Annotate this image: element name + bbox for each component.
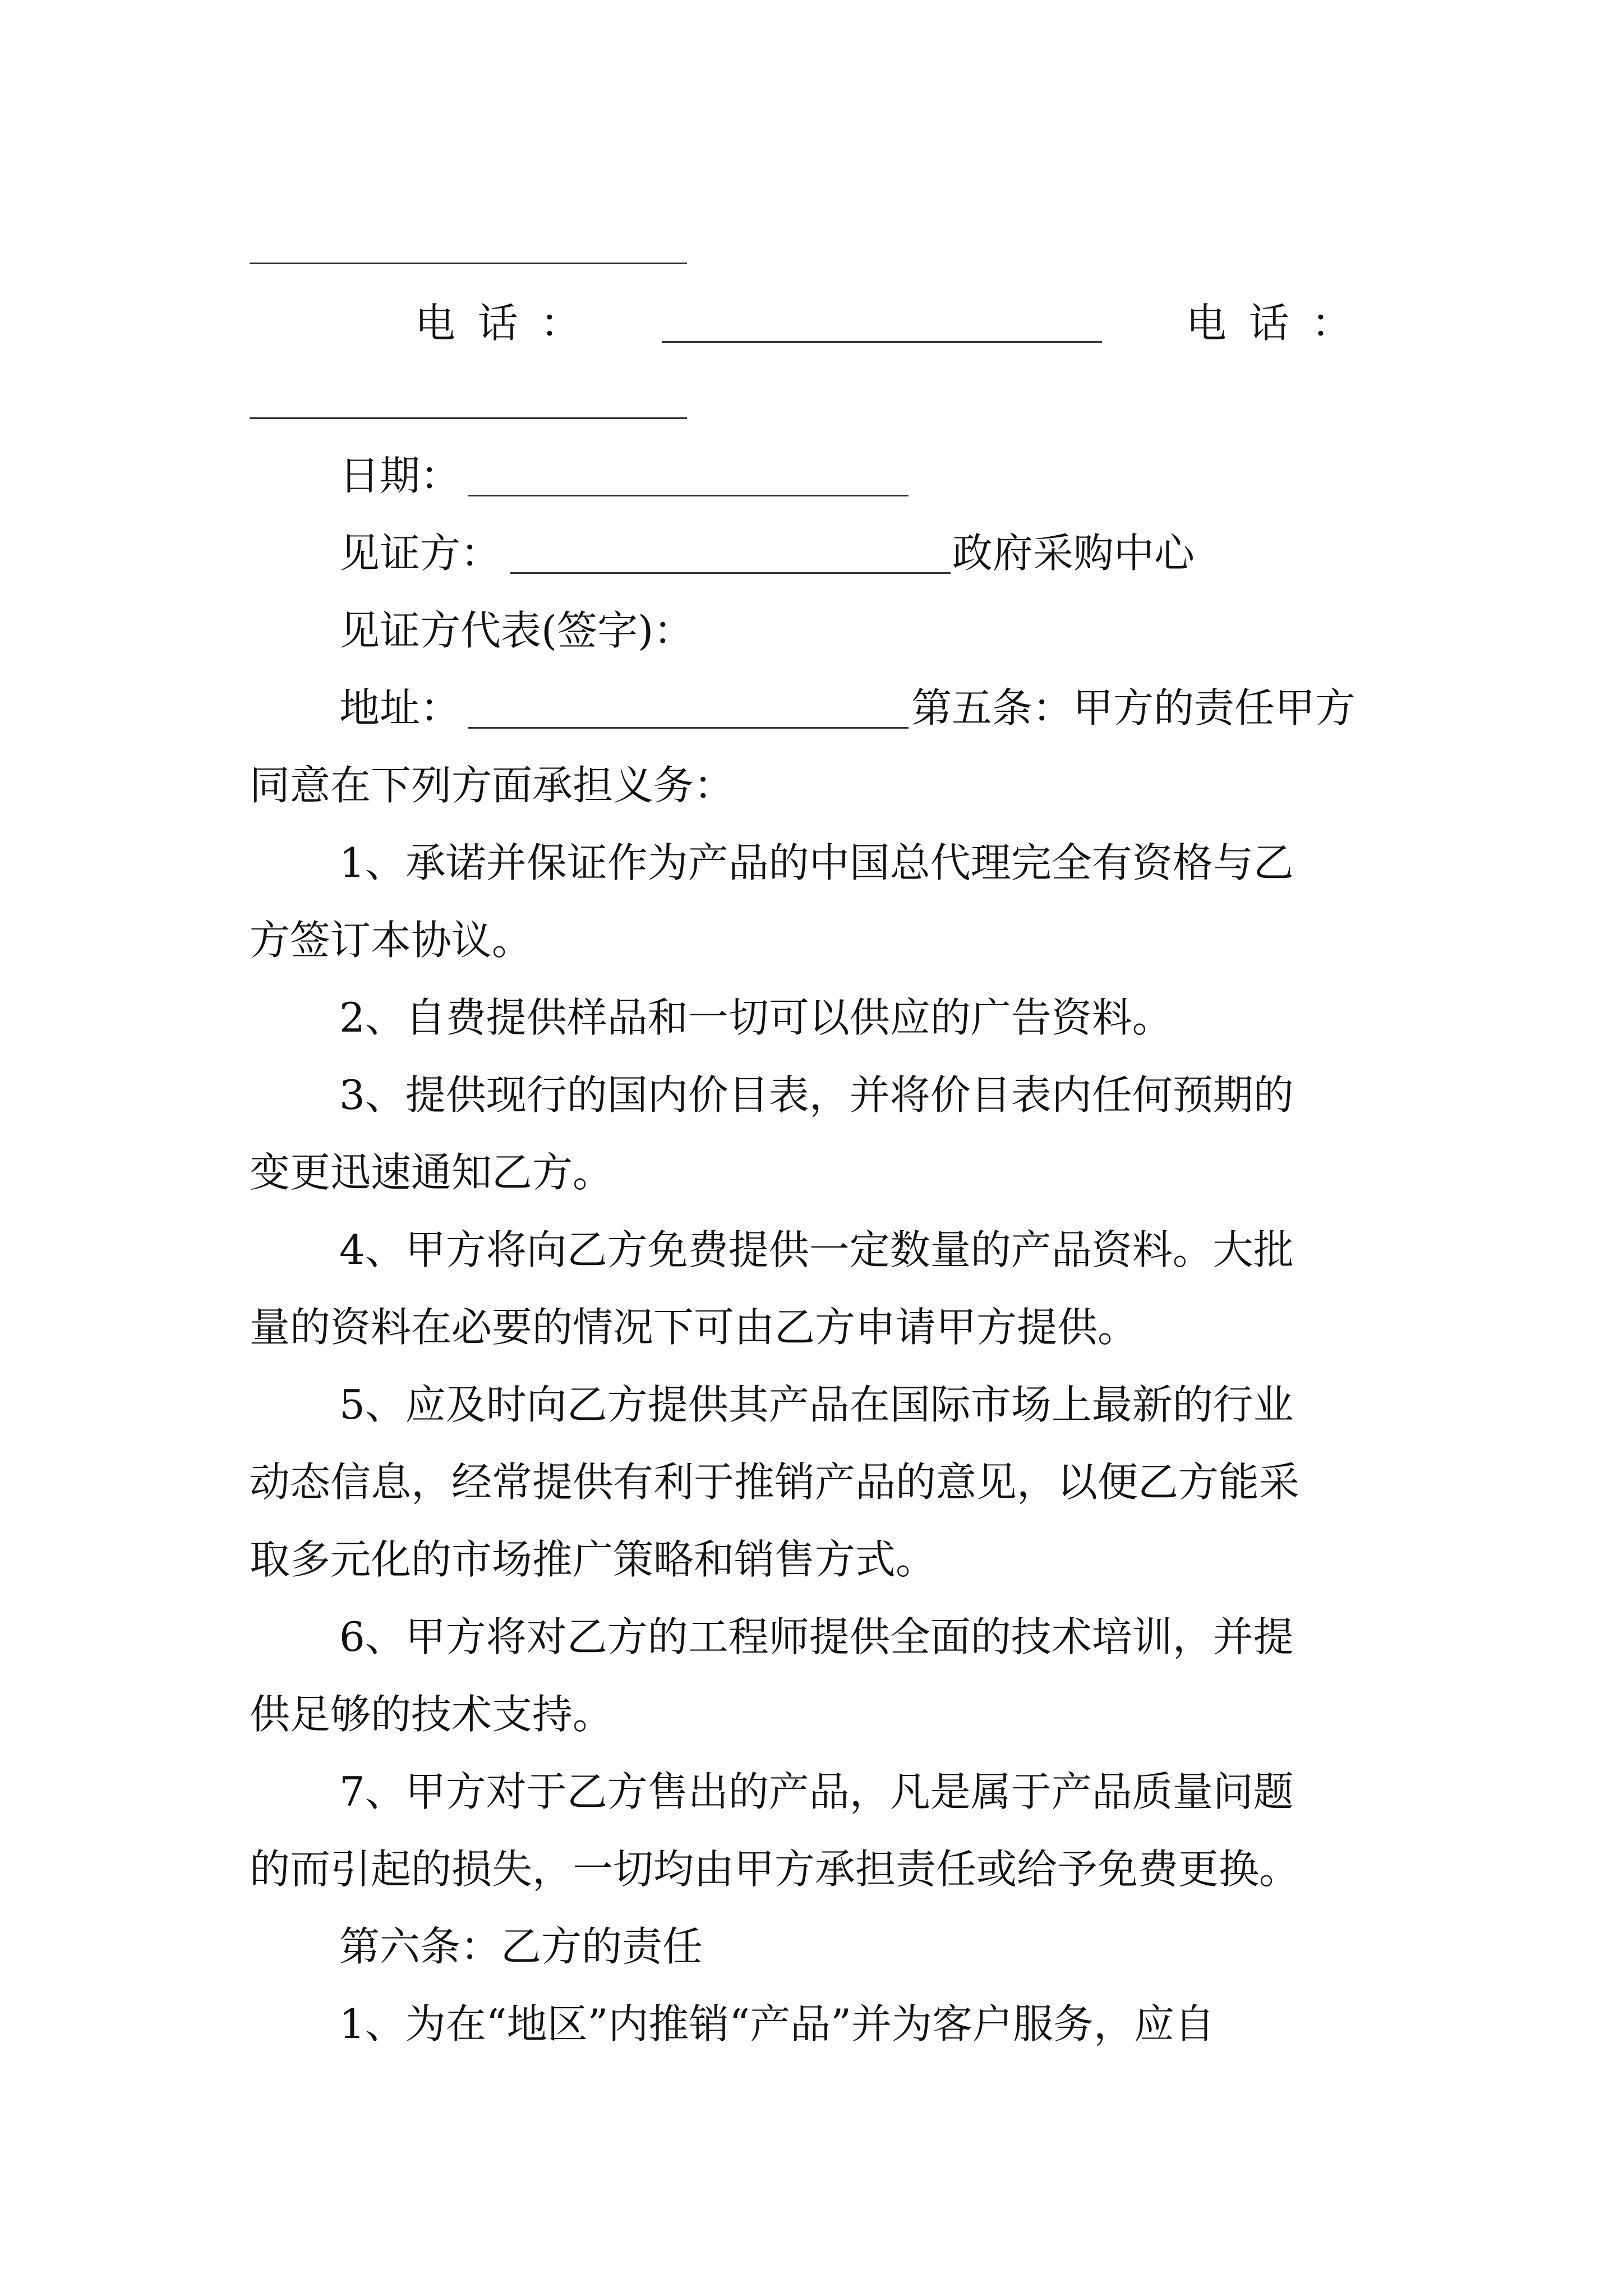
clause5-intro: 同意在下列方面承担义务：	[250, 762, 735, 809]
clause5-item-3-line-1: 3、提供现行的国内价目表，并将价目表内任何预期的	[339, 1071, 1294, 1119]
clause5-item-4-line-2: 量的资料在必要的情况下可由乙方申请甲方提供。	[250, 1304, 1138, 1351]
phone-blank-line-right	[250, 417, 687, 419]
clause5-item-3-line-2: 变更迅速通知乙方。	[250, 1149, 614, 1196]
date-label: 日期：	[339, 452, 461, 499]
clause6-heading: 第六条：乙方的责任	[339, 1923, 703, 1970]
witness-blank-line	[510, 572, 951, 574]
address-label: 地址：	[339, 684, 461, 731]
clause5-item-7-line-1: 7、甲方对于乙方售出的产品，凡是属于产品质量问题	[339, 1768, 1294, 1815]
clause5-item-6-line-2: 供足够的技术支持。	[250, 1691, 614, 1738]
clause5-item-1-line-1: 1、承诺并保证作为产品的中国总代理完全有资格与乙	[339, 839, 1294, 886]
phone-blank-line-left	[662, 341, 1102, 343]
signature-blank-line	[250, 263, 687, 264]
clause5-item-5-line-2: 动态信息，经常提供有利于推销产品的意见，以便乙方能采	[250, 1458, 1300, 1506]
witness-label: 见证方：	[339, 530, 501, 577]
phone-label-left: 电话：	[415, 300, 603, 347]
witness-suffix: 政府采购中心	[952, 530, 1195, 577]
clause5-item-4-line-1: 4、甲方将向乙方免费提供一定数量的产品资料。大批	[339, 1226, 1294, 1273]
witness-rep-label: 见证方代表(签字)：	[339, 607, 694, 654]
clause5-item-5-line-1: 5、应及时向乙方提供其产品在国际市场上最新的行业	[339, 1381, 1294, 1428]
clause5-item-1-line-2: 方签订本协议。	[250, 917, 533, 964]
clause6-item-1-line-1: 1、为在“地区”内推销“产品”并为客户服务，应自	[339, 2000, 1215, 2047]
date-blank-line	[468, 495, 909, 496]
clause5-item-2-line-1: 2、自费提供样品和一切可以供应的广告资料。	[339, 994, 1173, 1041]
clause5-item-6-line-1: 6、甲方将对乙方的工程师提供全面的技术培训，并提	[339, 1613, 1294, 1660]
clause5-item-7-line-2: 的而引起的损失，一切均由甲方承担责任或给予免费更换。	[250, 1846, 1300, 1893]
clause5-item-5-line-3: 取多元化的市场推广策略和销售方式。	[250, 1536, 937, 1583]
clause5-heading: 第五条：甲方的责任甲方	[911, 684, 1356, 731]
phone-label-right: 电话：	[1186, 300, 1374, 347]
address-blank-line	[468, 727, 909, 729]
